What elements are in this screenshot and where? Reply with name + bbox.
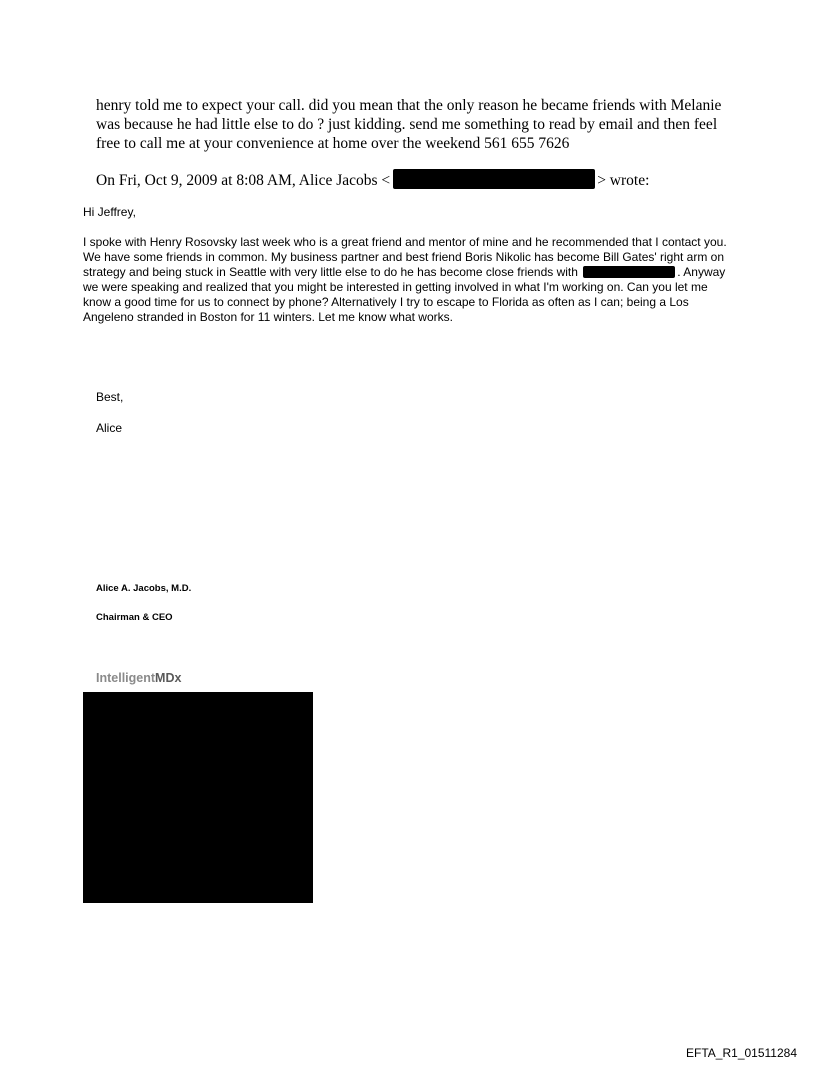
company-name-part-1: Intelligent <box>96 671 156 685</box>
quoted-header <box>96 169 649 190</box>
signature-name: Alice A. Jacobs, M.D. <box>96 583 192 594</box>
redacted-email <box>393 169 595 189</box>
signoff-name: Alice <box>96 421 123 435</box>
quoted-header-prefix: On Fri, Oct 9, 2009 at 8:08 AM, Alice Jacobs < <box>96 172 391 189</box>
reply-message: henry told me to expect your call. did you mean that the only reason he became friends with Melanie was because he had little else to do ? just kidding. send me something to read by email and then feel free to call me at your convenience at home over the weekend 561 655 7626 <box>96 97 722 152</box>
document-id: EFTA_R1_01511284 <box>686 1046 797 1060</box>
redacted-name <box>583 266 675 278</box>
quoted-body <box>83 235 733 325</box>
closing: Best, <box>96 390 124 404</box>
quoted-header-suffix: > wrote: <box>597 172 650 189</box>
quoted-body-part-1: I spoke with Henry Rosovsky last week who is a great friend and mentor of mine and he recommended that I contact you. We have some friends in common. My business partner and best friend Boris Nikolic has become Bill Gates' right arm on strategy and being stuck in Seattle with very little else to do he has become close friends with <box>83 235 727 279</box>
quoted-body-part-2: . Anyway we were speaking and realized that you might be interested in getting involved in what I'm working on. Can you let me know a good time for us to connect by phone? Alternatively I try to escape to Florida as often as I can; being a Los Angeleno stranded in Boston for 11 winters. Let me know what works. <box>83 265 726 324</box>
signature-title: Chairman & CEO <box>96 612 173 623</box>
company-name-part-2: MDx <box>155 671 182 685</box>
company-logo-text <box>96 671 181 686</box>
redacted-image-block <box>83 692 313 903</box>
greeting: Hi Jeffrey, <box>83 205 136 219</box>
